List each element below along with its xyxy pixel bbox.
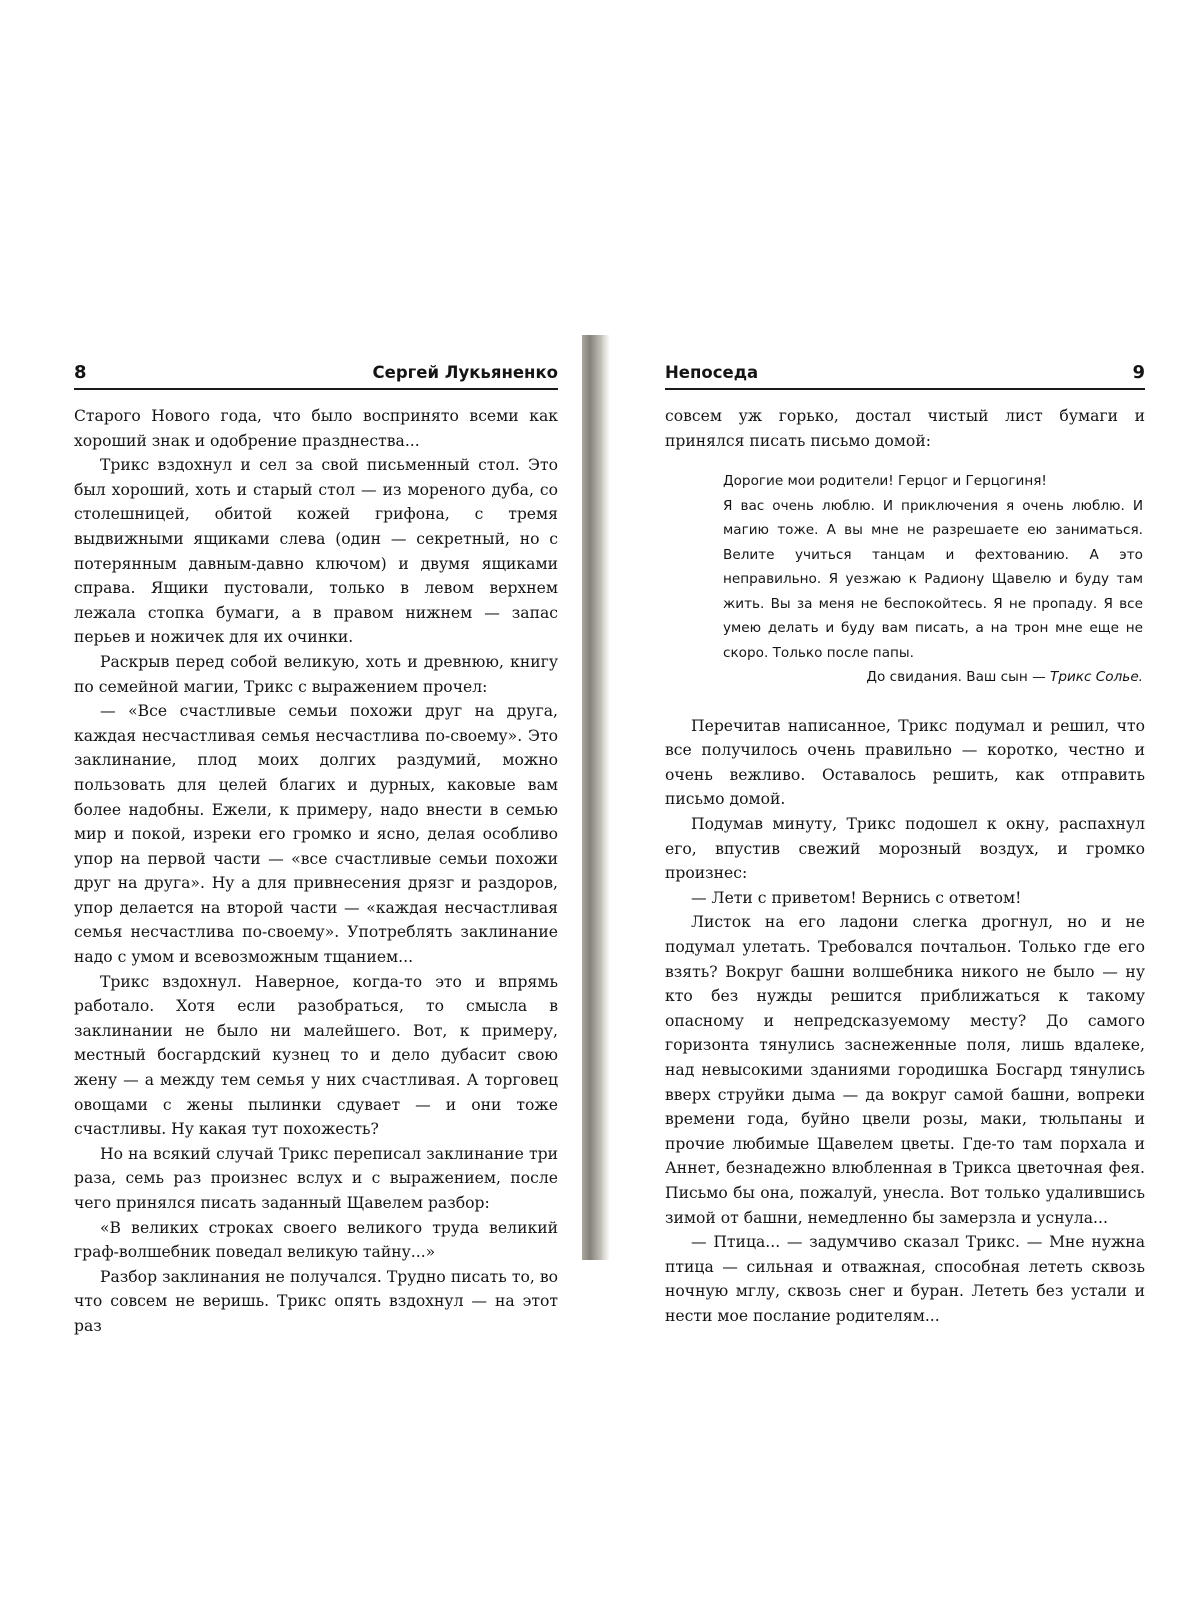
- letter-signoff: [723, 665, 1143, 690]
- letter-block: [665, 469, 1145, 690]
- left-page-body: [74, 404, 558, 1339]
- right-page-header: [665, 358, 1145, 390]
- letter-signoff-text: До свидания. Ваш сын —: [866, 669, 1051, 686]
- paragraph: Старого Нового года, что было воспринято всеми как хороший знак и одобрение празднества...: [74, 407, 558, 450]
- left-page-header: [74, 358, 558, 390]
- right-page-number: 9: [1132, 362, 1145, 383]
- paragraph: Раскрыв перед собой великую, хоть и древнюю, книгу по семейной магии, Трикс с выражением прочел:: [74, 652, 558, 696]
- paragraph: совсем уж горько, достал чистый лист бумаги и принялся писать письмо домой:: [665, 407, 1145, 450]
- paragraph: Трикс вздохнул. Наверное, когда-то это и впрямь работало. Хотя если разобраться, то смысла в заклинании не было ни малейшего. Вот, к примеру, местный босгардский кузнец то и дело дубасит свою жену — а между тем семья у них счастливая. А торговец овощами с жены пылинки сдувает — и они тоже счастливы. Ну какая тут похожесть?: [74, 972, 558, 1139]
- left-page: [74, 358, 558, 1339]
- paragraph: — Лети с приветом! Вернись с ответом!: [691, 888, 1022, 907]
- paragraph: — «Все счастливые семьи похожи друг на друга, каждая несчастливая семья несчастлива по-своему». Это заклинание, плод моих долгих раздумий, можно пользовать для целей благих и дурных, каковые вам более надобны. Ежели, к примеру, надо внести в семью мир и покой, изреки его громко и ясно, делая особливо упор на первой части — «все счастливые семьи похожи друг на друга». Ну а для привнесения дрязг и раздоров, упор делается на второй части — «каждая несчастливая семья несчастлива по-своему». Употреблять заклинание надо с умом и всевозможным тщанием...: [74, 702, 558, 967]
- paragraph: Трикс вздохнул и сел за свой письменный стол. Это был хороший, хоть и старый стол — из мореного дуба, со столешницей, обитой кожей грифона, с тремя выдвижными ящиками слева (один — секретный, но с потерянным давным-давно ключом) и двумя ящиками справа. Ящики пустовали, только в левом верхнем лежала стопка бумаги, а в правом нижнем — запас перьев и ножичек для их очинки.: [74, 456, 558, 647]
- paragraph: Разбор заклинания не получался. Трудно писать то, во что совсем не веришь. Трикс опять вздохнул — на этот раз: [74, 1267, 558, 1335]
- paragraph: — Птица... — задумчиво сказал Трикс. — Мне нужна птица — сильная и отважная, способная лететь сквозь ночную мглу, сквозь снег и буран. Лететь без устали и нести мое послание родителям...: [665, 1233, 1145, 1325]
- letter-body: Я вас очень люблю. И приключения я очень люблю. И магию тоже. А вы мне не разрешаете ею заниматься. Велите учиться танцам и фехтованию. А это неправильно. Я уезжаю к Радиону Щавелю и буду там жить. Вы за меня не беспокойтесь. Я не пропаду. Я все умею делать и буду вам писать, а на трон мне еще не скоро. Только после папы.: [723, 497, 1143, 661]
- book-spine-gutter: [582, 335, 602, 1260]
- gutter-shadow: [602, 335, 610, 1260]
- paragraph: Перечитав написанное, Трикс подумал и решил, что все получилось очень правильно — коротко, честно и очень вежливо. Оставалось решить, как отправить письмо домой.: [665, 716, 1145, 809]
- paragraph: «В великих строках своего великого труда великий граф-волшебник поведал великую тайну...»: [74, 1218, 558, 1262]
- letter-signature: Трикс Солье.: [1050, 669, 1143, 686]
- right-page: [665, 358, 1145, 1329]
- right-running-title-book: Непоседа: [665, 363, 759, 382]
- letter-salutation: Дорогие мои родители! Герцог и Герцогиня!: [723, 473, 1047, 490]
- paragraph: Но на всякий случай Трикс переписал заклинание три раза, семь раз произнес вслух и с выражением, после чего принялся писать заданный Щавелем разбор:: [74, 1144, 558, 1212]
- left-running-title-author: Сергей Лукьяненко: [372, 363, 558, 382]
- paragraph: Подумав минуту, Трикс подошел к окну, распахнул его, впустив свежий морозный воздух, и громко произнес:: [665, 815, 1145, 883]
- left-page-number: 8: [74, 362, 87, 383]
- right-page-body: [665, 404, 1145, 1329]
- paragraph: Листок на его ладони слегка дрогнул, но и не подумал улетать. Требовался почтальон. Только где его взять? Вокруг башни волшебника никого не было — ну кто без нужды решится приближаться к такому опасному и непредсказуемому месту? До самого горизонта тянулись заснеженные поля, лишь вдалеке, над невысокими зданиями городишка Босгард тянулись вверх струйки дыма — да вокруг самой башни, вопреки времени года, буйно цвели розы, маки, тюльпаны и прочие любимые Щавелем цветы. Где-то там порхала и Аннет, безнадежно влюбленная в Трикса цветочная фея. Письмо бы она, пожалуй, унесла. Вот только удалившись зимой от башни, немедленно бы замерзла и уснула...: [665, 913, 1145, 1227]
